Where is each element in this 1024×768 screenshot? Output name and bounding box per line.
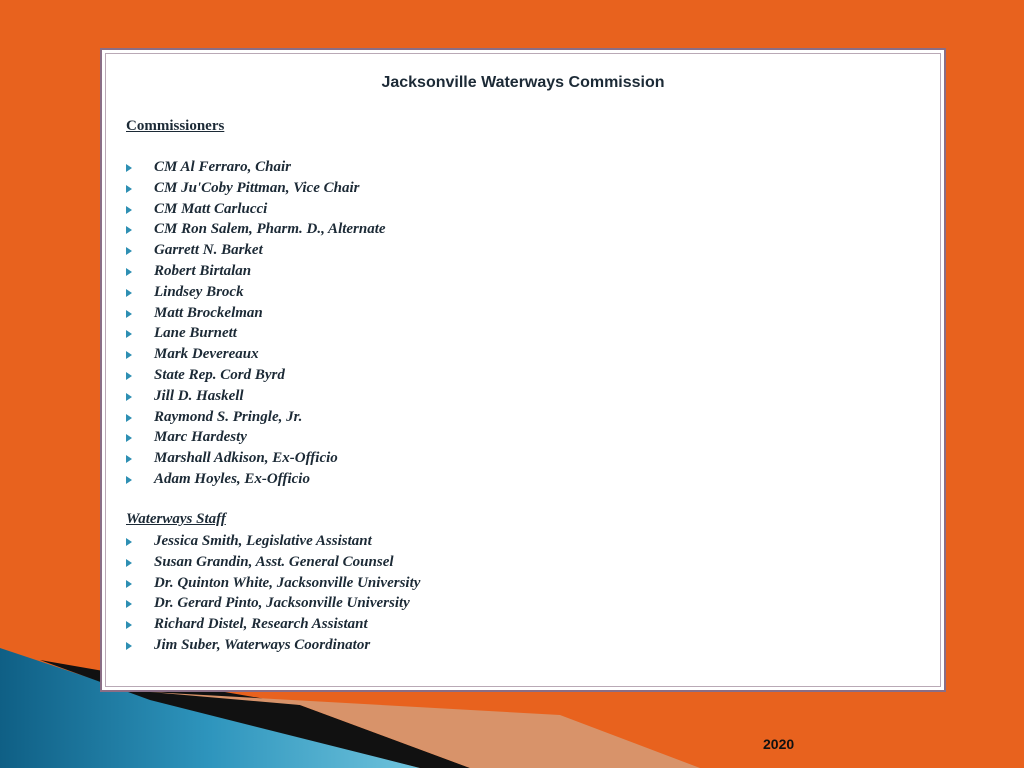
arrow-bullet-icon — [124, 371, 134, 381]
commissioners-heading: Commissioners — [126, 118, 225, 134]
list-item: CM Al Ferraro, Chair — [124, 157, 386, 178]
list-item: Jessica Smith, Legislative Assistant — [124, 531, 420, 552]
arrow-bullet-icon — [124, 454, 134, 464]
page-title: Jacksonville Waterways Commission — [381, 74, 665, 91]
list-item: Adam Hoyles, Ex-Officio — [124, 469, 386, 490]
arrow-bullet-icon — [124, 225, 134, 235]
arrow-bullet-icon — [124, 288, 134, 298]
list-item: Dr. Gerard Pinto, Jacksonville University — [124, 593, 420, 614]
arrow-bullet-icon — [124, 246, 134, 256]
arrow-bullet-icon — [124, 350, 134, 360]
arrow-bullet-icon — [124, 392, 134, 402]
arrow-bullet-icon — [124, 205, 134, 215]
list-item: Jill D. Haskell — [124, 386, 386, 407]
arrow-bullet-icon — [124, 620, 134, 630]
list-item: Richard Distel, Research Assistant — [124, 614, 420, 635]
list-item: CM Matt Carlucci — [124, 199, 386, 220]
staff-heading: Waterways Staff — [126, 511, 226, 527]
list-item: Mark Devereaux — [124, 344, 386, 365]
arrow-bullet-icon — [124, 329, 134, 339]
list-item: Robert Birtalan — [124, 261, 386, 282]
list-item: Jim Suber, Waterways Coordinator — [124, 635, 420, 656]
list-item: Marshall Adkison, Ex-Officio — [124, 448, 386, 469]
arrow-bullet-icon — [124, 413, 134, 423]
list-item: CM Ju'Coby Pittman, Vice Chair — [124, 178, 386, 199]
arrow-bullet-icon — [124, 599, 134, 609]
staff-list — [124, 531, 420, 656]
arrow-bullet-icon — [124, 433, 134, 443]
list-item: Marc Hardesty — [124, 427, 386, 448]
arrow-bullet-icon — [124, 558, 134, 568]
list-item: Dr. Quinton White, Jacksonville University — [124, 573, 420, 594]
list-item: Lane Burnett — [124, 323, 386, 344]
list-item: Matt Brockelman — [124, 303, 386, 324]
arrow-bullet-icon — [124, 267, 134, 277]
list-item: Lindsey Brock — [124, 282, 386, 303]
list-item: Garrett N. Barket — [124, 240, 386, 261]
arrow-bullet-icon — [124, 537, 134, 547]
arrow-bullet-icon — [124, 475, 134, 485]
arrow-bullet-icon — [124, 163, 134, 173]
list-item: Susan Grandin, Asst. General Counsel — [124, 552, 420, 573]
list-item: Raymond S. Pringle, Jr. — [124, 407, 386, 428]
list-item: CM Ron Salem, Pharm. D., Alternate — [124, 219, 386, 240]
arrow-bullet-icon — [124, 641, 134, 651]
commissioners-list — [124, 157, 386, 490]
footer-year: 2020 — [763, 736, 795, 752]
list-item: State Rep. Cord Byrd — [124, 365, 386, 386]
content-panel — [100, 48, 946, 692]
arrow-bullet-icon — [124, 579, 134, 589]
arrow-bullet-icon — [124, 184, 134, 194]
arrow-bullet-icon — [124, 309, 134, 319]
